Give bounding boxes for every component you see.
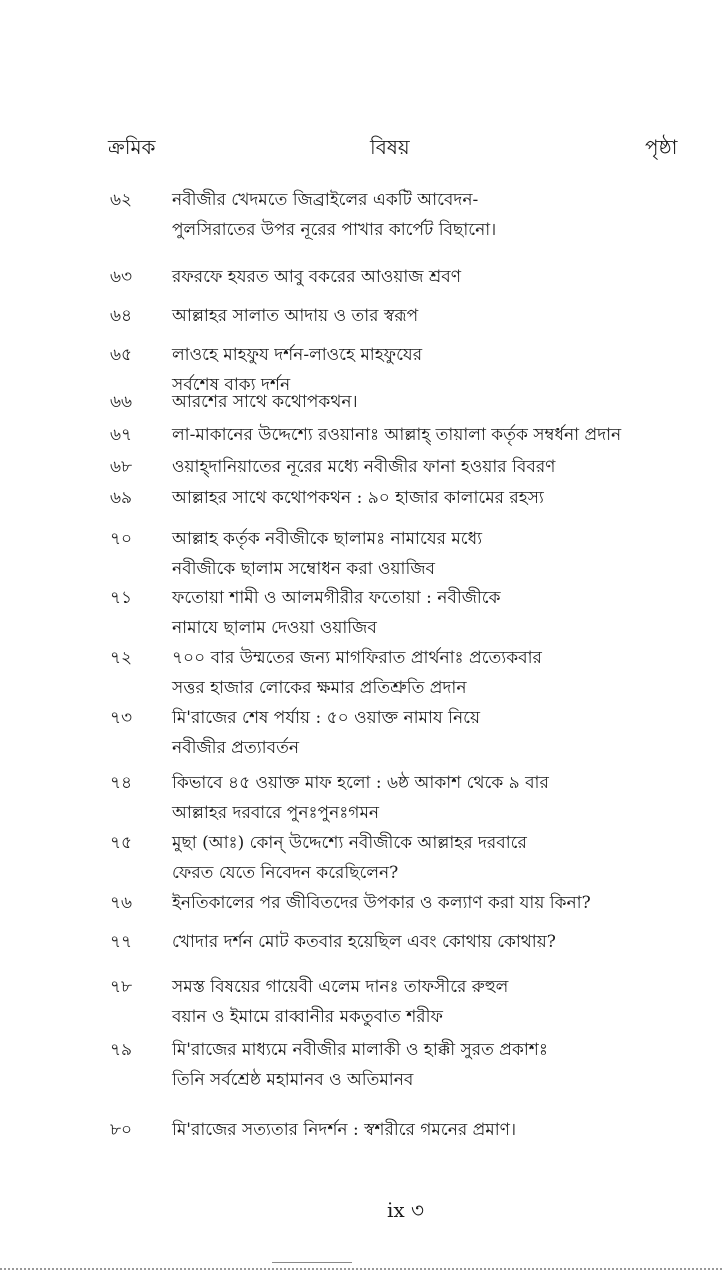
entry-title (172, 583, 652, 643)
entry-title (172, 1035, 652, 1095)
entry-number: ৭৮ (110, 977, 133, 997)
entry-title-line: সর্বশেষ বাক্য দর্শন (172, 375, 291, 395)
entry-title (172, 768, 652, 828)
entry-number: ৬৩ (110, 267, 133, 287)
entry-number: ৭৩ (110, 708, 133, 728)
entry-title-line: তিনি সর্বশ্রেষ্ঠ মহামানব ও অতিমানব (172, 1070, 414, 1090)
entry-title-line: বয়ান ও ইমামে রাব্বানীর মকতুবাত শরীফ (172, 1007, 443, 1027)
entry-number: ৭৫ (110, 833, 133, 853)
entry-number: ৬২ (110, 190, 133, 210)
entry-title (172, 420, 652, 450)
entry-number: ৬৬ (110, 392, 133, 412)
entry-title (172, 643, 652, 703)
entry-number: ৬৫ (110, 345, 133, 365)
entry-title (172, 1115, 652, 1145)
entry-title (172, 972, 652, 1032)
entry-title (172, 301, 652, 331)
entry-title-line: লাওহে মাহফুয দর্শন-লাওহে মাহফুযের (172, 345, 423, 365)
entry-title-line: মি'রাজের সত্যতার নিদর্শন : স্বশরীরে গমনের প্রমাণ। (172, 1120, 517, 1140)
entry-title-line: আল্লাহর দরবারে পুনঃপুনঃগমন (172, 803, 380, 823)
page-column-heading: পৃষ্ঠা (645, 135, 678, 159)
entry-title (172, 452, 652, 482)
entry-title-line: কিভাবে ৪৫ ওয়াক্ত মাফ হলো : ৬ষ্ঠ আকাশ থেকে ৯ বার (172, 773, 549, 793)
entry-number: ৭৪ (110, 773, 133, 793)
page-number: ix ৩ (387, 1198, 425, 1222)
entry-number: ৬৮ (110, 457, 133, 477)
contents-header (0, 133, 723, 163)
entry-title-line: আল্লাহ কর্তৃক নবীজীকে ছালামঃ নামাযের মধ্যে (172, 529, 483, 549)
entry-number: ৬৭ (110, 425, 133, 445)
entry-title-line: ইনতিকালের পর জীবিতদের উপকার ও কল্যাণ করা যায় কিনা? (172, 893, 591, 913)
entry-number: ৭২ (110, 648, 133, 668)
entry-title-line: সমস্ত বিষয়ের গায়েবী এলেম দানঃ তাফসীরে রুহুল (172, 977, 509, 997)
entry-title-line: নবীজীর প্রত্যাবর্তন (172, 738, 299, 758)
entry-title (172, 387, 652, 417)
entry-number: ৭১ (110, 588, 133, 608)
entry-title-line: রফরফে হযরত আবু বকরের আওয়াজ শ্রবণ (172, 267, 462, 287)
entry-title-line: নবীজীর খেদমতে জিব্রাইলের একটি আবেদন- (172, 190, 479, 210)
entry-number: ৮০ (110, 1120, 133, 1140)
entry-title-line: মি'রাজের শেষ পর্যায় : ৫০ ওয়াক্ত নামায নিয়ে (172, 708, 480, 728)
entry-title (172, 703, 652, 763)
entry-title-line: আল্লাহর সাথে কথোপকথন : ৯০ হাজার কালামের রহস্য (172, 488, 544, 508)
entry-number: ৭৬ (110, 893, 133, 913)
entry-title (172, 888, 652, 918)
entry-number: ৭৯ (110, 1040, 133, 1060)
entry-title (172, 927, 652, 957)
entry-number: ৬৯ (110, 488, 133, 508)
entry-title (172, 483, 652, 513)
entry-title (172, 262, 652, 292)
entry-number: ৬৪ (110, 306, 133, 326)
subject-column-heading: বিষয় (370, 135, 410, 159)
serial-column-heading: ক্রমিক (108, 135, 156, 159)
entry-title-line: পুলসিরাতের উপর নূরের পাখার কার্পেট বিছানো। (172, 220, 497, 240)
entry-title-line: আরশের সাথে কথোপকথন। (172, 392, 358, 412)
entry-title-line: নবীজীকে ছালাম সম্বোধন করা ওয়াজিব (172, 559, 435, 579)
entry-title-line: আল্লাহর সালাত আদায় ও তার স্বরূপ (172, 306, 419, 326)
entry-title-line: লা-মাকানের উদ্দেশ্যে রওয়ানাঃ আল্লাহ্ তায়ালা কর্তৃক সম্বর্ধনা প্রদান (172, 425, 622, 445)
page-edge (0, 1268, 723, 1270)
entry-title-line: মুছা (আঃ) কোন্ উদ্দেশ্যে নবীজীকে আল্লাহর দরবারে (172, 833, 527, 853)
entry-title-line: ফেরত যেতে নিবেদন করেছিলেন? (172, 863, 399, 883)
entry-number: ৭০ (110, 529, 133, 549)
entry-title (172, 524, 652, 584)
entry-title-line: সত্তর হাজার লোকের ক্ষমার প্রতিশ্রুতি প্রদান (172, 678, 467, 698)
entry-title-line: খোদার দর্শন মোট কতবার হয়েছিল এবং কোথায় কোথায়? (172, 932, 556, 952)
entry-title-line: মি'রাজের মাধ্যমে নবীজীর মালাকী ও হাক্কী সুরত প্রকাশঃ (172, 1040, 548, 1060)
entry-number: ৭৭ (110, 932, 133, 952)
entry-title-line: ওয়াহ্‌দানিয়াতের নূরের মধ্যে নবীজীর ফানা হওয়ার বিবরণ (172, 457, 556, 477)
divider (272, 1262, 352, 1263)
entry-title (172, 185, 652, 245)
entry-title-line: ৭০০ বার উম্মতের জন্য মাগফিরাত প্রার্থনাঃ প্রত্যেকবার (172, 648, 542, 668)
entry-title (172, 828, 652, 888)
entry-title-line: নামাযে ছালাম দেওয়া ওয়াজিব (172, 618, 377, 638)
entry-title-line: ফতোয়া শামী ও আলমগীরীর ফতোয়া : নবীজীকে (172, 588, 501, 608)
